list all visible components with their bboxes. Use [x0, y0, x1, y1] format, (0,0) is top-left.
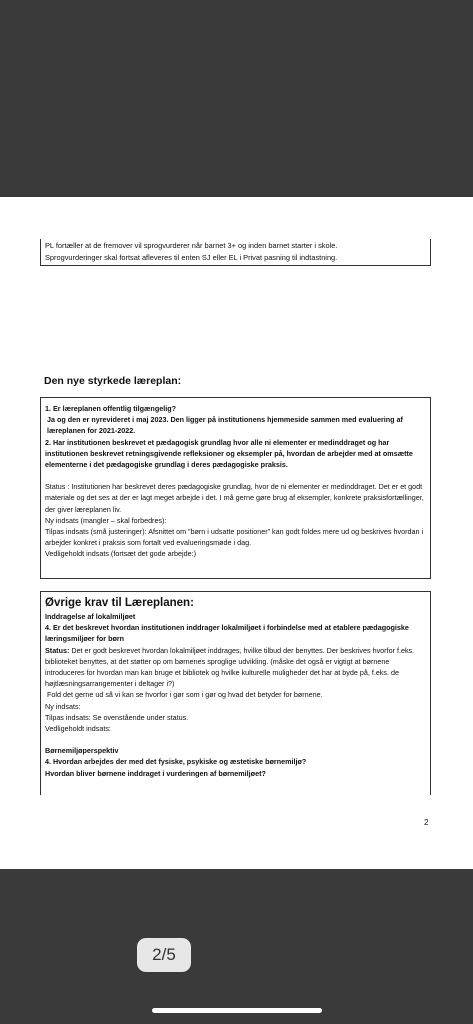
section-heading: Den nye styrkede læreplan:: [44, 375, 182, 387]
top-bar: [0, 0, 473, 197]
status-label: Status:: [45, 645, 70, 655]
question-2: 2. Har institutionen beskrevet et pædagogisk grundlag hvor alle ni elementer er medinddraget og har institutionen beskrevet retningsgivende refleksioner og eksempler på, hvordan de arbejder med at omsætte elementerne i det pædagogiske grundlag i deres pædagogiske praksis.: [45, 437, 413, 470]
vedligeholdt-indsats: Vedligeholdt indsats:: [45, 724, 111, 734]
answer-1: Ja og den er nyrevideret i maj 2023. Den ligger på institutionens hjemmeside sammen med evaluering af læreplanen for 2021-2022.: [47, 415, 403, 436]
page-number: 2: [424, 818, 429, 827]
oevrige-krav-box: [40, 591, 431, 795]
home-indicator[interactable]: [152, 1008, 322, 1013]
ny-indsats: Ny indsats:: [45, 701, 81, 711]
status-text: Status : Institutionen har beskrevet deres pædagogiske grundlag, hvor de ni elementer er medinddraget. Det er et godt materiale og det ses at der er lagt meget arbejde i det. I må gerne gøre brug af eksempler, konkrete praksisfortællinger, der giver læreplanen liv.: [45, 482, 424, 514]
document-page: [0, 197, 473, 869]
question-1: 1. Er læreplanen offentlig tilgængelig?: [45, 404, 176, 413]
laereplan-box: [40, 397, 431, 579]
question-4c: Hvordan bliver børnene inddraget i vurderingen af børnemiljøet?: [45, 768, 266, 778]
status-paragraph: [45, 645, 426, 690]
question-4b: 4. Hvordan arbejdes der med det fysiske, psykiske og æstetiske børnemiljø?: [45, 757, 307, 767]
page-indicator[interactable]: 2/5: [137, 938, 191, 972]
bottom-bar: [0, 869, 473, 1024]
notes-box: [40, 239, 431, 266]
status-text: Det er godt beskrevet hvordan lokalmiljøet inddrages, hvilke tilbud der benyttes. Der beskrives hvorfor f.eks. biblioteket benyttes, at det støtter op om børnenes sproglige udvikling. (måske det også er vigtigt at børnene introduceres for hvordan man kan bruge et bibliotek og hvilke kulturelle muligheder det har at byde på, f.eks. de højtlæsningsarrangementer i deltager i?): [45, 645, 415, 689]
tilpas-indsats: Tilpas indsats: Se ovenstående under status.: [45, 712, 189, 722]
fold-text: Fold det gerne ud så vi kan se hvorfor i gør som i gør og hvad det betyder for børnene.: [47, 690, 323, 700]
notes-line: Sprogvurderinger skal fortsat afleveres til enten SJ eller EL i Privat pasning til indtastning.: [45, 253, 338, 262]
subheading: Børnemiljøperspektiv: [45, 746, 119, 756]
tilpas-indsats: Tilpas indsats (små justeringer): Afsnittet om ”børn i udsatte positioner” kan godt foldes mere ud og beskrives hvordan i arbejder konkret i praksis som fortalt ved evalueringsmøde i dag.: [45, 527, 424, 548]
notes-line: PL fortæller at de fremover vil sprogvurderer når barnet 3+ og inden barnet starter i skole.: [45, 241, 338, 250]
ny-indsats: Ny indsats (mangler – skal forbedres):: [45, 515, 167, 525]
subheading: Inddragelse af lokalmiljøet: [45, 612, 136, 621]
vedligeholdt-indsats: Vedligeholdt indsats (fortsæt det gode arbejde:): [45, 549, 197, 559]
question-4: 4. Er det beskrevet hvordan institutionen inddrager lokalmiljøet i forbindelse med at etablere pædagogiske læringsmiljøer for børn: [45, 623, 409, 644]
box-title: Øvrige krav til Læreplanen:: [45, 597, 194, 609]
